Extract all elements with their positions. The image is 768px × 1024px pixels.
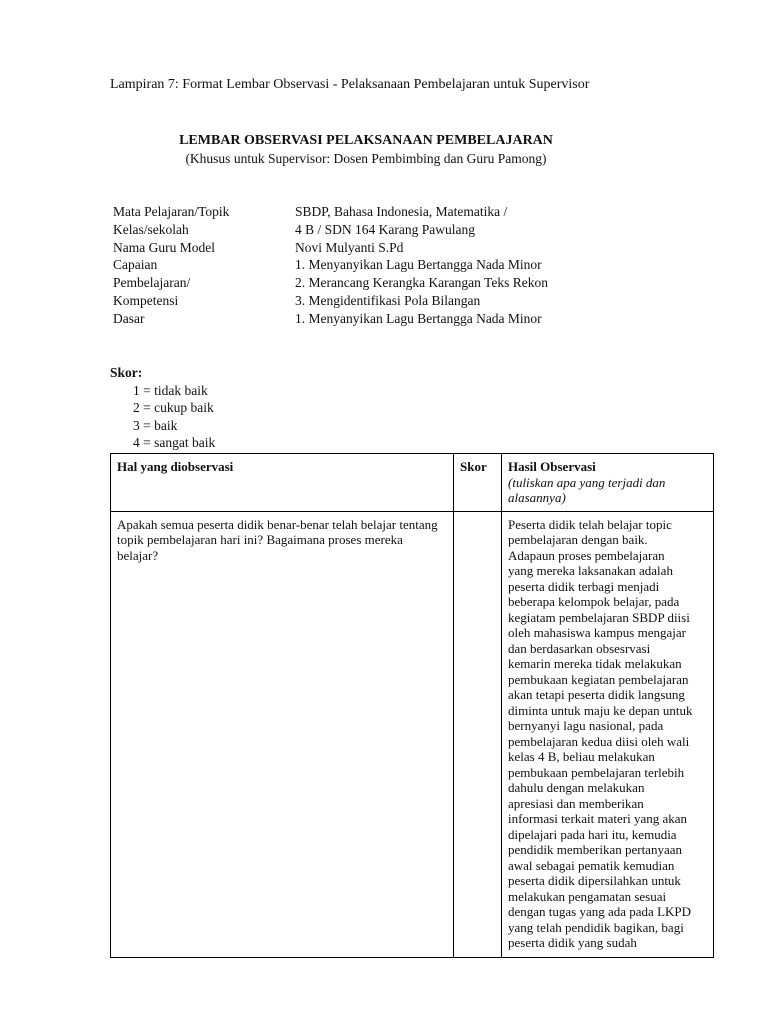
header-result-hint: (tuliskan apa yang terjadi dan alasannya) [508, 474, 666, 505]
info-value: Novi Mulyanti S.Pd [295, 239, 404, 255]
result-line: pembelajaran dengan baik. [508, 532, 648, 547]
info-row [113, 274, 548, 292]
observation-result[interactable] [502, 511, 714, 958]
result-line: kelas 4 B, beliau melakukan [508, 749, 655, 764]
result-line: peserta didik yang sudah [508, 935, 637, 950]
result-line: kemarin mereka tidak melakukan [508, 656, 682, 671]
info-label: Mata Pelajaran/Topik [113, 204, 230, 219]
info-value: 1. Menyanyikan Lagu Bertangga Nada Minor [295, 257, 542, 273]
header-observed-item: Hal yang diobservasi [111, 454, 454, 512]
header-result [502, 454, 714, 512]
observation-result-text [508, 517, 707, 951]
info-value: 4 B / SDN 164 Karang Pawulang [295, 221, 475, 237]
info-row [113, 256, 548, 274]
score-legend [110, 364, 215, 452]
result-line: pembukaan kegiatan pembelajaran [508, 671, 689, 687]
info-row [113, 239, 548, 257]
info-row [113, 292, 548, 310]
table-row [111, 511, 714, 958]
header-result-label: Hasil Observasi [508, 459, 596, 474]
page-heading: Lampiran 7: Format Lembar Observasi - Pelaksanaan Pembelajaran untuk Supervisor [110, 77, 590, 92]
info-row [113, 203, 548, 221]
result-line: diminta untuk maju ke depan untuk [508, 702, 693, 718]
result-line: pendidik memberikan pertanyaan [508, 842, 682, 857]
info-section [113, 203, 548, 328]
score-cell[interactable] [454, 511, 502, 958]
result-line: apresiasi dan memberikan [508, 795, 644, 811]
document-title: LEMBAR OBSERVASI PELAKSANAAN PEMBELAJARAN [179, 133, 553, 148]
result-line: dengan tugas yang ada pada LKPD [508, 904, 692, 919]
document-title-block [0, 133, 768, 167]
result-line: informasi terkait materi yang akan [508, 811, 688, 826]
info-label: Dasar [113, 310, 145, 326]
info-value: SBDP, Bahasa Indonesia, Matematika / [295, 204, 508, 219]
result-line: pembelajaran kedua diisi oleh wali [508, 733, 690, 749]
score-legend-item: 4 = sangat baik [133, 435, 216, 450]
result-line: bernyanyi lagu nasional, pada [508, 718, 664, 733]
info-label: Kelas/sekolah [113, 221, 189, 237]
info-row [113, 310, 548, 328]
info-value: 2. Merancang Kerangka Karangan Teks Rekon [295, 275, 548, 291]
result-line: dan berdasarkan obsesrvasi [508, 640, 651, 656]
result-line: beberapa kelompok belajar, pada [508, 594, 680, 609]
score-legend-list [110, 382, 215, 452]
info-label: Kompetensi [113, 292, 179, 308]
score-legend-item: 2 = cukup baik [133, 400, 214, 415]
result-line: oleh mahasiswa kampus mengajar [508, 625, 686, 640]
score-legend-item: 1 = tidak baik [133, 382, 208, 398]
result-line: Peserta didik telah belajar topic [508, 516, 672, 532]
result-line: akan tetapi peserta didik langsung [508, 687, 685, 702]
info-label: Pembelajaran/ [113, 275, 191, 291]
info-row [113, 221, 548, 239]
result-line: yang telah pendidik bagikan, bagi [508, 919, 684, 935]
score-legend-title: Skor: [110, 365, 143, 380]
result-line: pembukaan pembelajaran terlebih [508, 764, 685, 780]
info-label: Nama Guru Model [113, 239, 215, 255]
table-header-row [111, 454, 714, 512]
result-line: dipelajari pada hari itu, kemudia [508, 826, 677, 842]
score-legend-item: 3 = baik [133, 417, 178, 433]
observation-question: Apakah semua peserta didik benar-benar telah belajar tentang topik pembelajaran hari ini? Bagaimana proses mereka belajar? [111, 511, 454, 958]
info-value: 1. Menyanyikan Lagu Bertangga Nada Minor [295, 310, 542, 326]
result-line: melakukan pengamatan sesuai [508, 888, 667, 904]
info-value: 3. Mengidentifikasi Pola Bilangan [295, 292, 481, 308]
result-line: Adapaun proses pembelajaran [508, 547, 665, 563]
result-line: peserta didik dipersilahkan untuk [508, 873, 681, 888]
header-score: Skor [454, 454, 502, 512]
document-subtitle: (Khusus untuk Supervisor: Dosen Pembimbing dan Guru Pamong) [185, 151, 547, 166]
result-line: yang mereka laksanakan adalah [508, 563, 673, 578]
result-line: kegiatam pembelajaran SBDP diisi [508, 609, 690, 625]
result-line: peserta didik terbagi menjadi [508, 578, 660, 594]
observation-table [110, 453, 714, 958]
result-line: dahulu dengan melakukan [508, 780, 645, 795]
result-line: awal sebagai pematik kemudian [508, 857, 675, 873]
info-label: Capaian [113, 257, 158, 273]
